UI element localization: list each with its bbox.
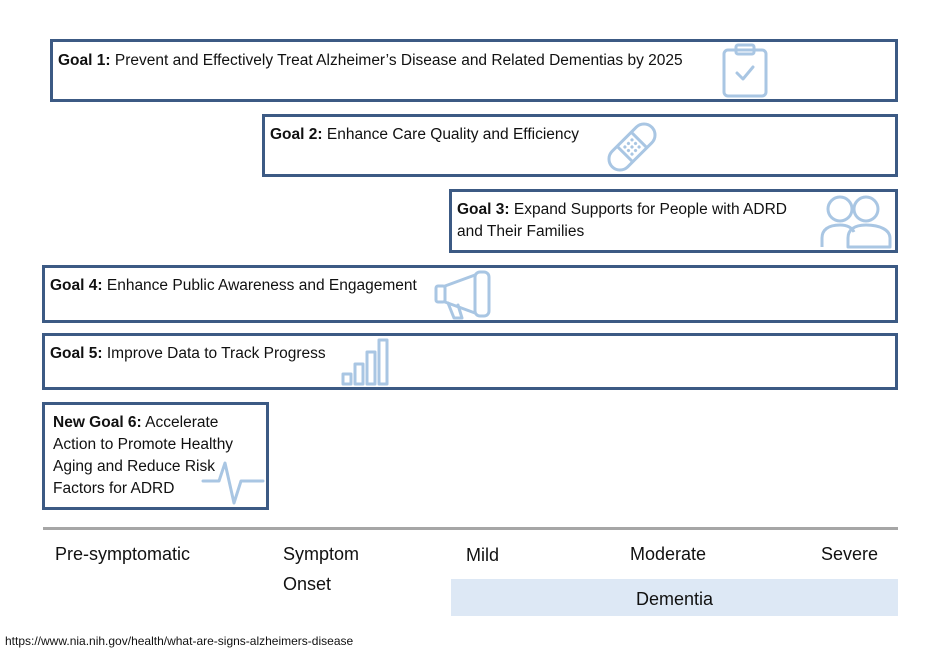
people-icon xyxy=(818,192,894,250)
goal-5-box xyxy=(42,333,898,390)
clipboard-check-icon xyxy=(720,43,770,99)
goal-4-label xyxy=(50,275,417,297)
stage-symptom-line1: Symptom xyxy=(283,544,360,564)
goal-6-text-line4: Factors for ADRD xyxy=(53,480,175,497)
goal-5-prefix: Goal 5: xyxy=(50,345,103,362)
goal-2-label xyxy=(270,124,579,146)
goal-3-label xyxy=(457,199,787,243)
stage-severe: Severe xyxy=(821,544,879,564)
goal-1-box xyxy=(50,39,898,102)
goal-6-text: Accelerate xyxy=(145,414,219,431)
timeline-axis xyxy=(43,527,898,530)
goal-2-box xyxy=(262,114,898,177)
stage-pre-symptomatic: Pre-symptomatic xyxy=(55,544,191,564)
goal-1-text: Prevent and Effectively Treat Alzheimer’s Disease and Related Dementias by 2025 xyxy=(114,52,683,69)
heartbeat-icon xyxy=(201,455,265,507)
stage-symptom-onset xyxy=(283,539,359,599)
goal-6-prefix: New Goal 6: xyxy=(53,414,142,431)
bar-chart-icon xyxy=(340,338,390,386)
dementia-band xyxy=(451,579,898,616)
goal-3-prefix: Goal 3: xyxy=(457,201,510,218)
stage-mild: Mild xyxy=(466,545,500,565)
goal-2-text: Enhance Care Quality and Efficiency xyxy=(326,126,580,143)
goal-5-label xyxy=(50,343,326,365)
goal-3-text-line2: and Their Families xyxy=(457,223,585,240)
goal-6-text-line2: Action to Promote Healthy xyxy=(53,436,234,453)
goal-1-label xyxy=(58,50,683,72)
goal-6-text-line3: Aging and Reduce Risk xyxy=(53,458,215,475)
goal-3-text: Expand Supports for People with ADRD xyxy=(513,201,787,218)
goal-4-text: Enhance Public Awareness and Engagement xyxy=(106,277,417,294)
goal-5-text: Improve Data to Track Progress xyxy=(106,345,326,362)
megaphone-icon xyxy=(433,270,495,322)
goal-4-prefix: Goal 4: xyxy=(50,277,103,294)
goal-1-prefix: Goal 1: xyxy=(58,52,111,69)
stage-moderate: Moderate xyxy=(630,544,707,564)
dementia-label: Dementia xyxy=(635,589,714,609)
source-url: https://www.nia.nih.gov/health/what-are-signs-alzheimers-disease xyxy=(5,634,354,648)
stage-symptom-line2: Onset xyxy=(283,574,332,594)
bandage-icon xyxy=(602,117,662,177)
goal-2-prefix: Goal 2: xyxy=(270,126,323,143)
